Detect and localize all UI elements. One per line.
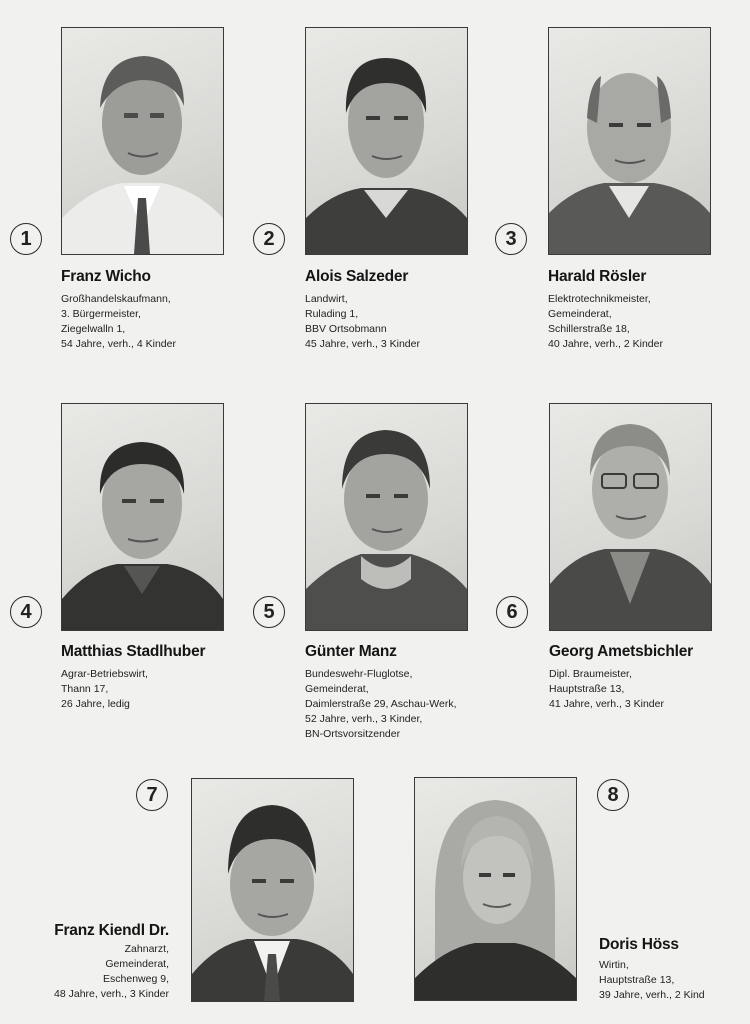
candidate-details [305,292,420,352]
detail-line: Dipl. Braumeister, [549,668,632,680]
photo-candidate-1 [61,27,224,255]
detail-line: 52 Jahre, verh., 3 Kinder, [305,713,423,725]
detail-line: BN-Ortsvorsitzender [305,728,401,740]
detail-line: Rulading 1, [305,308,359,320]
detail-line: 41 Jahre, verh., 3 Kinder [549,698,664,710]
candidate-details [61,667,148,712]
candidate-details [305,667,457,742]
detail-line: 3. Bürgermeister, [61,308,141,320]
candidate-number-7: 7 [136,779,168,811]
detail-line: 26 Jahre, ledig [61,698,130,710]
detail-line: Hauptstraße 13, [549,683,625,695]
detail-line: Großhandelskaufmann, [61,293,171,305]
candidate-number-4: 4 [10,596,42,628]
candidate-name: Franz Kiendl Dr. [54,922,169,939]
candidate-number-2: 2 [253,223,285,255]
detail-line: Gemeinderat, [105,958,169,970]
detail-line: 40 Jahre, verh., 2 Kinder [548,338,663,350]
detail-line: Ziegelwalln 1, [61,323,126,335]
detail-line: Eschenweg 9, [103,973,169,985]
candidate-number-3: 3 [495,223,527,255]
detail-line: 54 Jahre, verh., 4 Kinder [61,338,176,350]
candidate-name: Franz Wicho [61,268,151,285]
detail-line: Daimlerstraße 29, Aschau-Werk, [305,698,457,710]
photo-candidate-8 [414,777,577,1001]
candidate-number-8: 8 [597,779,629,811]
photo-candidate-4 [61,403,224,631]
detail-line: Hauptstraße 13, [599,974,675,986]
candidate-number-1: 1 [10,223,42,255]
detail-line: 45 Jahre, verh., 3 Kinder [305,338,420,350]
candidate-number-6: 6 [496,596,528,628]
candidate-name: Georg Ametsbichler [549,643,693,660]
detail-line: Wirtin, [599,959,629,971]
detail-line: Gemeinderat, [548,308,612,320]
detail-line: Schillerstraße 18, [548,323,630,335]
candidate-details [548,292,663,352]
detail-line: 48 Jahre, verh., 3 Kinder [54,988,169,1000]
candidate-details [61,292,176,352]
photo-candidate-2 [305,27,468,255]
candidate-details [54,942,169,1002]
candidate-number-5: 5 [253,596,285,628]
candidate-name: Matthias Stadlhuber [61,643,206,660]
candidate-details [549,667,664,712]
candidate-name: Alois Salzeder [305,268,409,285]
candidate-name: Doris Höss [599,936,679,953]
detail-line: Gemeinderat, [305,683,369,695]
detail-line: 39 Jahre, verh., 2 Kind [599,989,705,1001]
detail-line: Landwirt, [305,293,348,305]
candidate-name: Harald Rösler [548,268,647,285]
photo-candidate-3 [548,27,711,255]
photo-candidate-5 [305,403,468,631]
photo-candidate-6 [549,403,712,631]
detail-line: Agrar-Betriebswirt, [61,668,148,680]
photo-candidate-7 [191,778,354,1002]
detail-line: Zahnarzt, [124,943,169,955]
candidate-name: Günter Manz [305,643,397,660]
detail-line: Thann 17, [61,683,109,695]
detail-line: Elektrotechnikmeister, [548,293,651,305]
detail-line: Bundeswehr-Fluglotse, [305,668,413,680]
candidate-details [599,958,705,1003]
detail-line: BBV Ortsobmann [305,323,387,335]
